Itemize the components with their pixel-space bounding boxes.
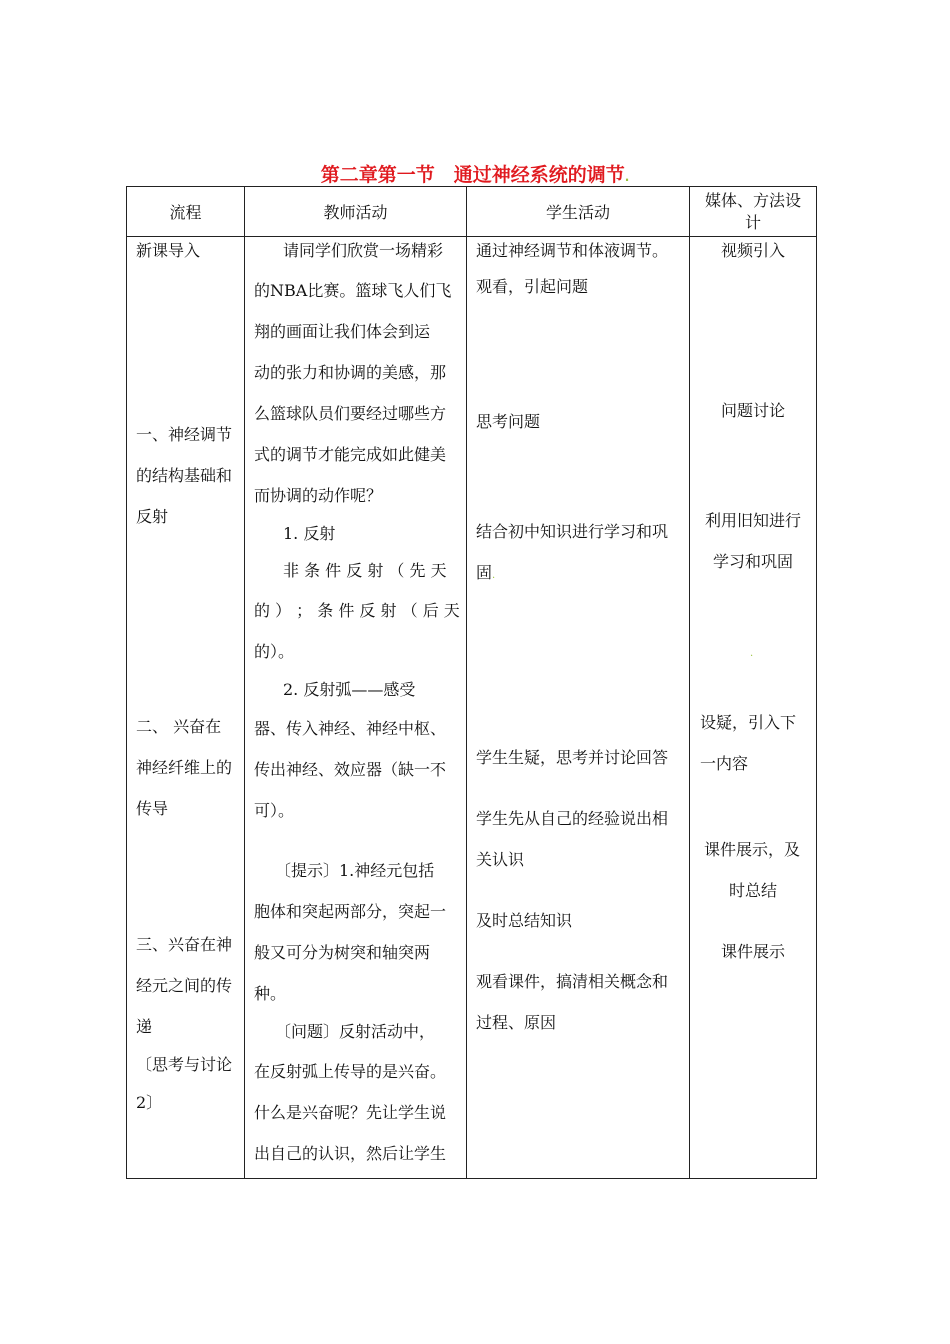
flow-section1-line1: 一、神经调节 — [136, 425, 233, 444]
student-line: 思考问题 — [476, 412, 541, 431]
header-media-method — [690, 187, 817, 237]
teacher-line: 传出神经、效应器（缺一不 — [254, 760, 447, 779]
media-method-cell — [690, 237, 817, 1179]
flow-discussion-line1: 〔思考与讨论 — [136, 1055, 233, 1074]
media-line: 学习和巩固 — [712, 552, 793, 571]
media-line: 利用旧知进行 — [704, 511, 801, 530]
media-line: 问题讨论 — [720, 401, 785, 420]
teacher-question: 〔问题〕反射活动中， — [275, 1022, 436, 1041]
header-row — [127, 187, 817, 237]
teacher-line: 胞体和突起两部分，突起一 — [254, 902, 447, 921]
teacher-line: 式的调节才能完成如此健美 — [254, 445, 447, 464]
flow-section1-line3: 反射 — [136, 507, 169, 526]
flow-discussion-line2: 2〕 — [136, 1093, 163, 1112]
teacher-line: 的 ） ； 条 件 反 射 （ 后 天 — [254, 601, 460, 620]
student-line: 结合初中知识进行学习和巩 — [476, 522, 669, 541]
teacher-line: 出自己的认识，然后让学生 — [254, 1144, 447, 1163]
student-line: 观看课件，搞清相关概念和 — [476, 972, 669, 991]
page-title: 第二章第一节 通过神经系统的调节. — [320, 164, 630, 186]
teacher-line: 可）。 — [254, 801, 295, 820]
teacher-line: 动的张力和协调的美感，那 — [254, 363, 447, 382]
header-teacher-activity: 教师活动 — [245, 187, 467, 237]
flow-new-lesson: 新课导入 — [136, 241, 201, 260]
teacher-activity-cell — [245, 237, 467, 1179]
teacher-reflex-arc-heading: 2. 反射弧——感受 — [283, 680, 416, 699]
teacher-hint: 〔提示〕1.神经元包括 — [275, 861, 435, 880]
media-line: 课件展示，及 — [704, 840, 801, 859]
media-line: 设疑，引入下 — [700, 713, 797, 732]
flow-section1-line2: 的结构基础和 — [136, 466, 233, 485]
header-flow: 流程 — [127, 187, 245, 237]
flow-section2-line1: 二、 兴奋在 — [136, 717, 222, 736]
student-line: 固. — [476, 563, 496, 582]
media-line: 一内容 — [700, 754, 749, 773]
teacher-line: 般又可分为树突和轴突两 — [254, 943, 431, 962]
student-line: 通过神经调节和体液调节。 — [476, 241, 669, 260]
media-line: 视频引入 — [720, 241, 785, 260]
teacher-line: 的）。 — [254, 642, 295, 661]
student-line: 过程、原因 — [476, 1013, 557, 1032]
student-line: 学生先从自己的经验说出相 — [476, 809, 669, 828]
teacher-line: 什么是兴奋呢？先让学生说 — [254, 1103, 447, 1122]
flow-section3-line1: 三、兴奋在神 — [136, 935, 233, 954]
header-media-line2: 计 — [744, 212, 761, 232]
flow-cell — [127, 237, 245, 1179]
teacher-reflex-heading: 1. 反射 — [283, 524, 336, 543]
student-line: 学生生疑，思考并讨论回答 — [476, 748, 669, 767]
student-line: 及时总结知识 — [476, 911, 573, 930]
teacher-line: 的NBA比赛。篮球飞人们飞 — [254, 281, 452, 300]
media-line: 课件展示 — [720, 942, 785, 961]
teacher-line: 么篮球队员们要经过哪些方 — [254, 404, 447, 423]
flow-section2-line2: 神经纤维上的 — [136, 758, 233, 777]
flow-section3-line2: 经元之间的传 — [136, 976, 233, 995]
media-line: 时总结 — [728, 881, 777, 900]
teacher-line: 而协调的动作呢？ — [254, 486, 383, 505]
header-student-activity: 学生活动 — [467, 187, 690, 237]
flow-section2-line3: 传导 — [136, 799, 169, 818]
decorative-dot: . — [750, 648, 754, 659]
teacher-line: 请同学们欣赏一场精彩 — [283, 241, 444, 260]
content-row — [127, 237, 817, 1179]
student-activity-cell — [467, 237, 690, 1179]
lesson-table — [126, 186, 817, 1179]
student-line: 关认识 — [476, 850, 525, 869]
student-line: 观看，引起问题 — [476, 277, 589, 296]
teacher-line: 非 条 件 反 射 （ 先 天 — [283, 561, 447, 580]
decorative-dot: . — [492, 570, 496, 581]
header-media-line1: 媒体、方法设 — [704, 190, 801, 210]
teacher-line: 在反射弧上传导的是兴奋。 — [254, 1062, 447, 1081]
decorative-dot: . — [624, 170, 630, 184]
teacher-line: 种。 — [254, 984, 287, 1003]
teacher-line: 翔的画面让我们体会到运 — [254, 322, 431, 341]
flow-section3-line3: 递 — [136, 1017, 153, 1036]
teacher-line: 器、传入神经、神经中枢、 — [254, 719, 447, 738]
